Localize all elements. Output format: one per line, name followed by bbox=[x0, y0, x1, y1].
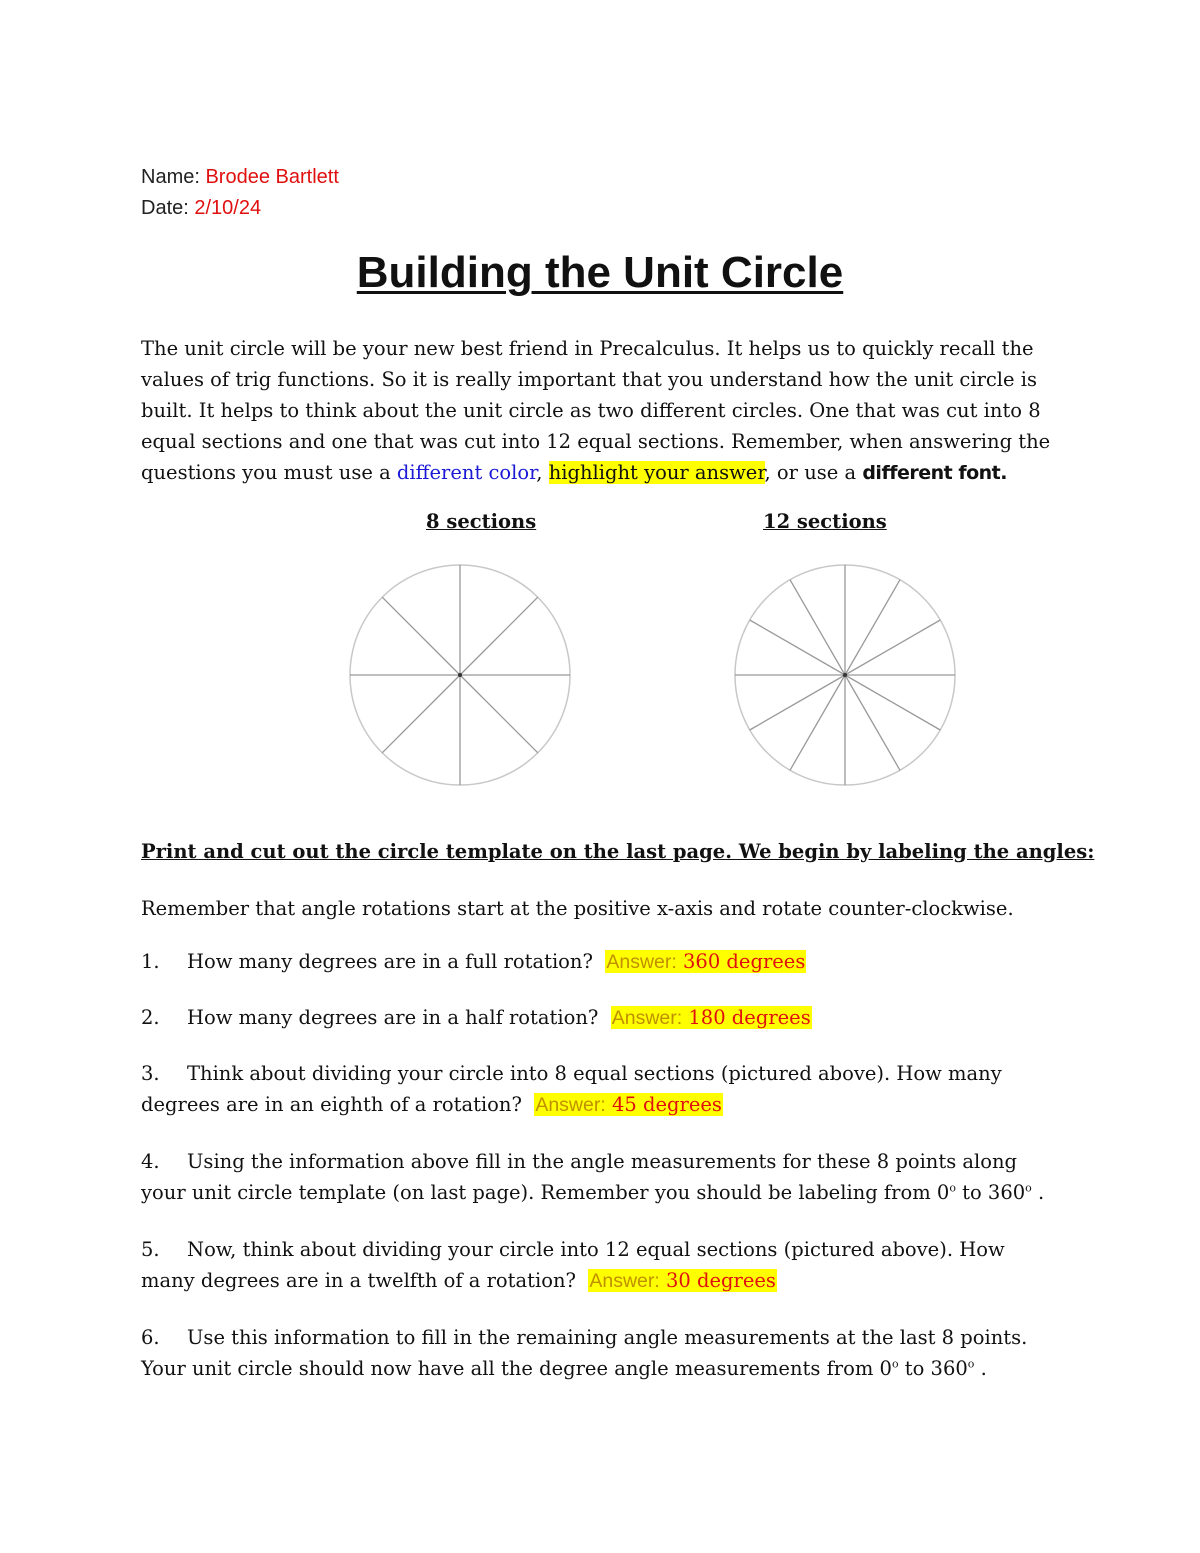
answer-label: Answer: bbox=[606, 951, 677, 973]
question-6 bbox=[141, 1322, 1076, 1384]
question-number: 5. bbox=[141, 1238, 160, 1261]
reminder-text: Remember that angle rotations start at the positive x-axis and rotate counter-clockwise. bbox=[141, 897, 1014, 920]
section-line bbox=[382, 597, 460, 675]
question-text-line-1: Now, think about dividing your circle into 12 equal sections (pictured above). How bbox=[187, 1238, 1005, 1261]
intro-paragraph bbox=[141, 333, 1076, 489]
question-4 bbox=[141, 1146, 1076, 1208]
answer-value: 45 degrees bbox=[611, 1093, 722, 1116]
section-line bbox=[845, 580, 900, 675]
question-number: 4. bbox=[141, 1150, 160, 1173]
question-5 bbox=[141, 1234, 1076, 1297]
question-to: to 360 bbox=[898, 1357, 968, 1380]
question-3 bbox=[141, 1058, 1076, 1121]
degree-mark: o bbox=[1025, 1181, 1032, 1195]
answer-box bbox=[588, 1269, 777, 1292]
question-number: 2. bbox=[141, 1006, 160, 1029]
question-text: How many degrees are in a full rotation? bbox=[187, 950, 593, 973]
date-label: Date: bbox=[141, 197, 189, 219]
question-text-line-2: many degrees are in a twelfth of a rotation? bbox=[141, 1269, 576, 1292]
section-line bbox=[460, 597, 538, 675]
section-line bbox=[845, 620, 940, 675]
question-end: . bbox=[1031, 1181, 1045, 1204]
answer-box bbox=[605, 950, 806, 973]
center-dot bbox=[458, 673, 462, 677]
section-line bbox=[382, 675, 460, 753]
question-text-line-2: Your unit circle should now have all the degree angle measurements from 0 bbox=[141, 1357, 892, 1380]
question-text-line-2: degrees are in an eighth of a rotation? bbox=[141, 1093, 522, 1116]
question-text-line-2: your unit circle template (on last page). Remember you should be labeling from 0 bbox=[141, 1181, 950, 1204]
degree-mark: o bbox=[949, 1181, 956, 1195]
twelve-section-circle bbox=[730, 560, 960, 790]
name-line bbox=[141, 166, 339, 189]
different-font-text: different font. bbox=[862, 462, 1007, 484]
question-2 bbox=[141, 1002, 1076, 1034]
degree-mark: o bbox=[967, 1357, 975, 1371]
name-value: Brodee Bartlett bbox=[205, 166, 339, 188]
question-number: 1. bbox=[141, 950, 160, 973]
answer-box bbox=[611, 1006, 812, 1029]
twelve-sections-label: 12 sections bbox=[763, 510, 887, 533]
answer-label: Answer: bbox=[611, 1007, 683, 1029]
section-line bbox=[460, 675, 538, 753]
question-to: to 360 bbox=[955, 1181, 1026, 1204]
section-line bbox=[750, 620, 845, 675]
question-text-line-1: Using the information above fill in the angle measurements for these 8 points along bbox=[187, 1150, 1018, 1173]
intro-text: The unit circle will be your new best friend in Precalculus. It helps us to quickly recall the values of trig functions. So it is really important that you understand how the unit circle is built. It helps to think about the unit circle as two different circles. One that was cut into 8 equal sections and one that was cut into 12 equal sections. Remember, when answering the questions you must use a bbox=[141, 337, 1051, 484]
answer-label: Answer: bbox=[589, 1270, 660, 1292]
section-line bbox=[845, 675, 900, 770]
date-value: 2/10/24 bbox=[194, 197, 262, 219]
question-text: How many degrees are in a half rotation? bbox=[187, 1006, 599, 1029]
question-end: . bbox=[974, 1357, 987, 1380]
answer-value: 360 degrees bbox=[683, 950, 806, 973]
question-number: 6. bbox=[141, 1326, 160, 1349]
question-1 bbox=[141, 946, 1076, 978]
intro-sep-2: , or use a bbox=[764, 461, 863, 484]
section-line bbox=[845, 675, 940, 730]
different-color-text: different color bbox=[396, 461, 537, 484]
highlight-text: highlight your answer bbox=[548, 461, 765, 484]
degree-mark: o bbox=[891, 1357, 899, 1371]
eight-sections-label: 8 sections bbox=[426, 510, 537, 533]
section-line bbox=[750, 675, 845, 730]
answer-value: 30 degrees bbox=[666, 1269, 776, 1292]
section-line bbox=[790, 580, 845, 675]
answer-label: Answer: bbox=[535, 1094, 606, 1116]
center-dot bbox=[843, 673, 847, 677]
page-title: Building the Unit Circle bbox=[356, 248, 844, 297]
section-line bbox=[790, 675, 845, 770]
question-text-line-1: Think about dividing your circle into 8 equal sections (pictured above). How many bbox=[187, 1062, 1002, 1085]
intro-sep-1: , bbox=[536, 461, 549, 484]
question-number: 3. bbox=[141, 1062, 160, 1085]
question-text-line-1: Use this information to fill in the remaining angle measurements at the last 8 points. bbox=[187, 1326, 1028, 1349]
date-line bbox=[141, 197, 261, 220]
eight-section-circle bbox=[345, 560, 575, 790]
answer-value: 180 degrees bbox=[688, 1006, 811, 1029]
answer-box bbox=[534, 1093, 723, 1116]
name-label: Name: bbox=[141, 166, 200, 188]
instructions-heading: Print and cut out the circle template on the last page. We begin by labeling the angles: bbox=[141, 840, 1095, 863]
